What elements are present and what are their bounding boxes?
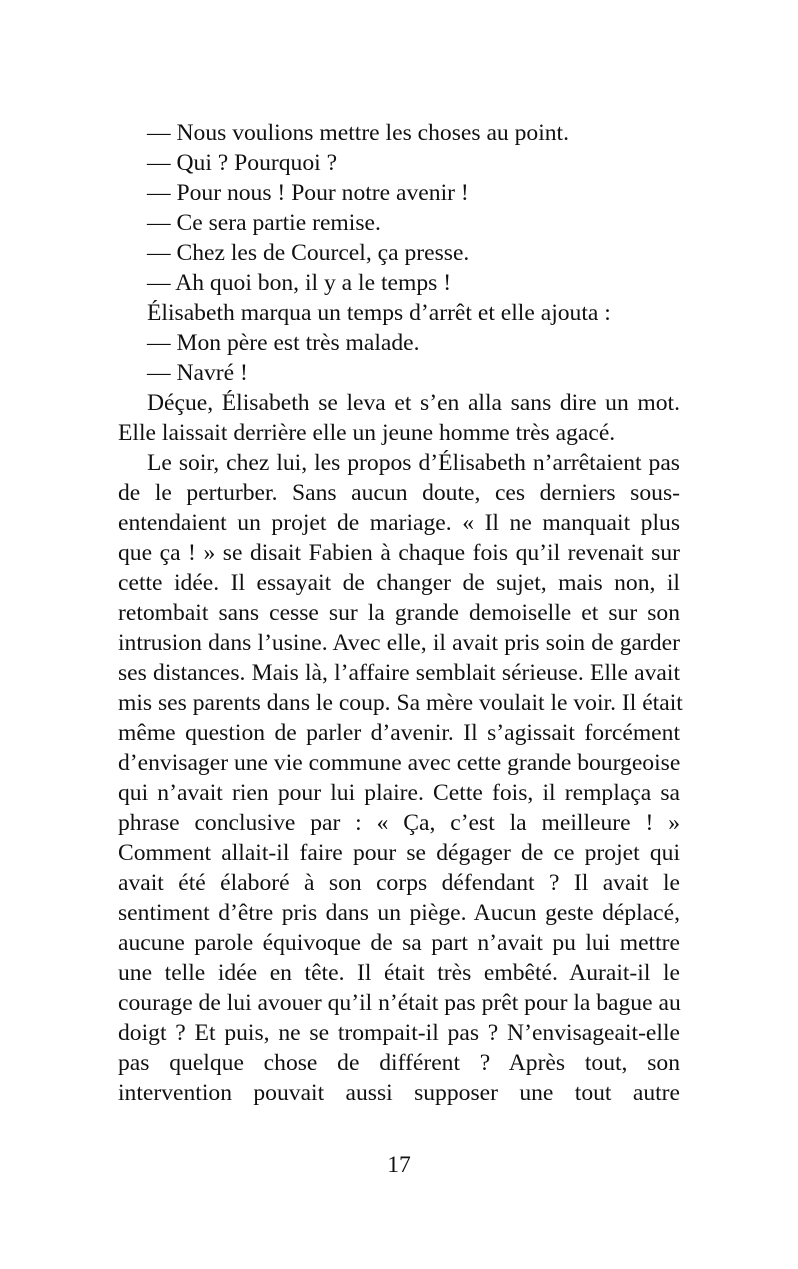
text-line: ses distances. Mais là, l’affaire semblait sérieuse. Elle avait xyxy=(118,660,680,686)
text-line: même question de parler d’avenir. Il s’agissait forcément xyxy=(118,720,680,746)
text-line: Elle laissait derrière elle un jeune homme très agacé. xyxy=(118,420,616,446)
text-line: courage de lui avouer qu’il n’était pas prêt pour la bague au xyxy=(118,990,681,1016)
body-text xyxy=(118,118,683,1108)
text-line: qui n’avait rien pour lui plaire. Cette fois, il remplaça sa xyxy=(118,780,680,806)
text-line: — Mon père est très malade. xyxy=(147,330,420,356)
text-line: sentiment d’être pris dans un piège. Aucun geste déplacé, xyxy=(118,900,680,926)
text-line: entendaient un projet de mariage. « Il ne manquait plus xyxy=(118,510,680,536)
text-line: — Ce sera partie remise. xyxy=(147,210,381,236)
page-number: 17 xyxy=(387,1152,411,1178)
text-line: mis ses parents dans le coup. Sa mère voulait le voir. Il était xyxy=(118,690,683,716)
text-line: Le soir, chez lui, les propos d’Élisabeth n’arrêtaient pas xyxy=(147,450,680,476)
text-line: cette idée. Il essayait de changer de sujet, mais non, il xyxy=(118,570,680,596)
text-line: aucune parole équivoque de sa part n’avait pu lui mettre xyxy=(118,930,680,956)
text-line: — Nous voulions mettre les choses au point. xyxy=(147,120,570,146)
text-line: Comment allait-il faire pour se dégager de ce projet qui xyxy=(118,840,680,866)
text-line: d’envisager une vie commune avec cette grande bourgeoise xyxy=(118,750,681,776)
text-line: — Chez les de Courcel, ça presse. xyxy=(147,240,470,266)
text-line: avait été élaboré à son corps défendant ? Il avait le xyxy=(118,870,680,896)
text-line: intrusion dans l’usine. Avec elle, il avait pris soin de garder xyxy=(118,630,680,656)
text-line: — Ah quoi bon, il y a le temps ! xyxy=(147,270,452,296)
text-line: — Pour nous ! Pour notre avenir ! xyxy=(147,180,469,206)
text-line: de le perturber. Sans aucun doute, ces derniers sous- xyxy=(118,480,680,506)
text-line: que ça ! » se disait Fabien à chaque fois qu’il revenait sur xyxy=(118,540,680,566)
text-line: doigt ? Et puis, ne se trompait-il pas ? N’envisageait-elle xyxy=(118,1020,680,1046)
text-line: Élisabeth marqua un temps d’arrêt et elle ajouta : xyxy=(147,300,611,326)
text-line: retombait sans cesse sur la grande demoiselle et sur son xyxy=(118,600,680,626)
text-line: — Qui ? Pourquoi ? xyxy=(147,150,338,176)
text-line: intervention pouvait aussi supposer une tout autre xyxy=(118,1080,680,1106)
text-line: phrase conclusive par : « Ça, c’est la meilleure ! » xyxy=(118,810,680,836)
text-line: Déçue, Élisabeth se leva et s’en alla sans dire un mot. xyxy=(147,390,680,416)
text-line: pas quelque chose de différent ? Après tout, son xyxy=(118,1050,680,1076)
text-line: une telle idée en tête. Il était très embêté. Aurait-il le xyxy=(118,960,680,986)
text-line: — Navré ! xyxy=(147,360,248,386)
